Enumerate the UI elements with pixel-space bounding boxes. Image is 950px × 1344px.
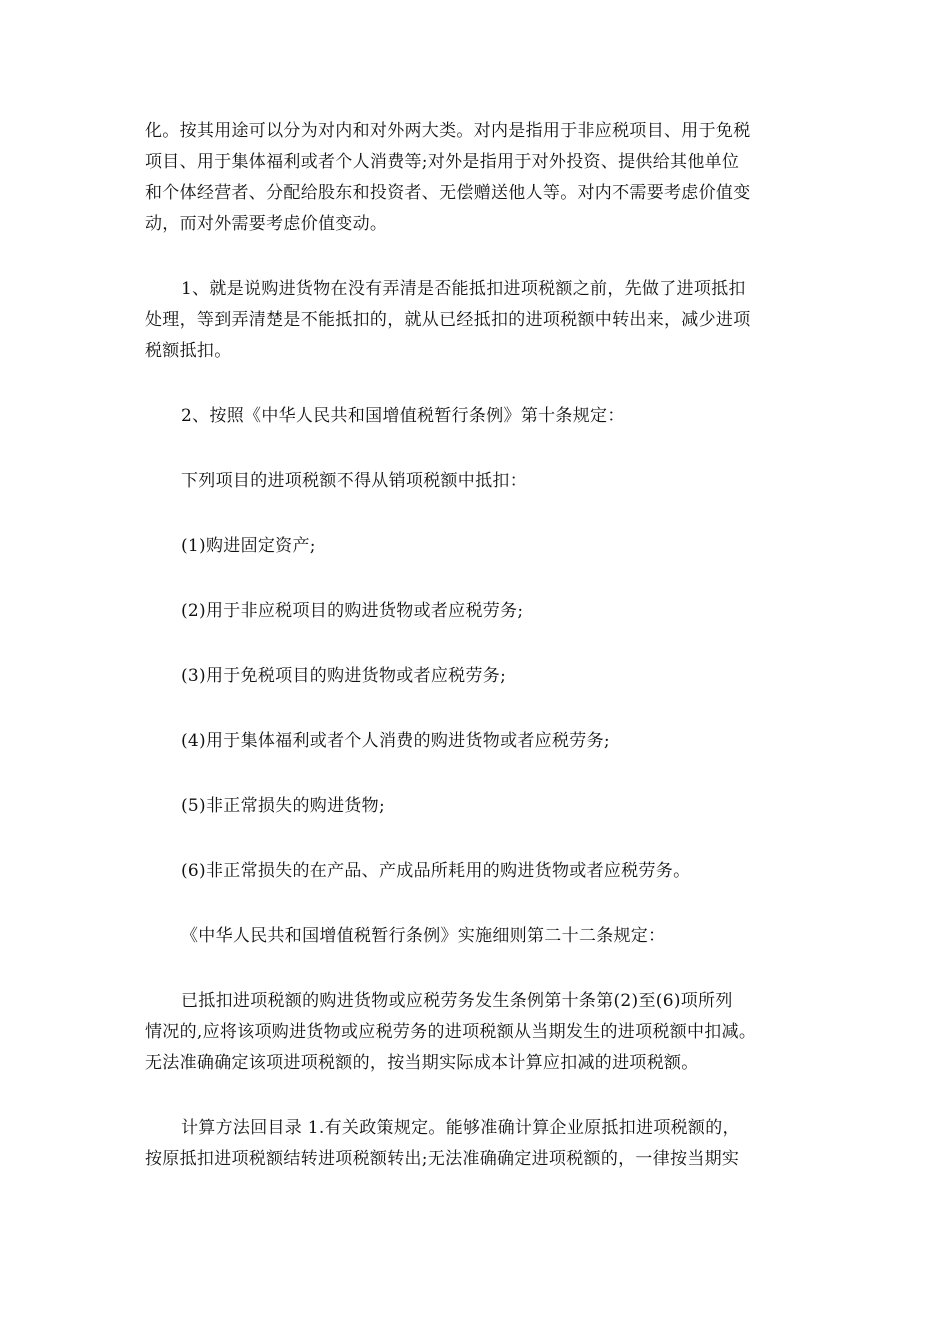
text-line: 2、按照《中华人民共和国增值税暂行条例》第十条规定： [181, 406, 625, 426]
paragraph [145, 401, 810, 432]
paragraph [145, 921, 810, 952]
paragraph [145, 116, 810, 240]
text-line: 下列项目的进项税额不得从销项税额中抵扣： [181, 471, 527, 491]
text-line: 税额抵扣。 [145, 341, 232, 361]
text-line: (2)用于非应税项目的购进货物或者应税劳务; [181, 601, 524, 621]
paragraph [145, 466, 810, 497]
text-line: 和个体经营者、分配给股东和投资者、无偿赠送他人等。对内不需要考虑价值变 [145, 183, 751, 203]
text-line: 《中华人民共和国增值税暂行条例》实施细则第二十二条规定： [181, 926, 666, 946]
paragraph [145, 986, 810, 1079]
paragraph [145, 274, 810, 367]
paragraph [145, 791, 810, 822]
document-body [145, 116, 810, 1209]
paragraph [145, 596, 810, 627]
text-line: (1)购进固定资产; [181, 536, 316, 556]
paragraph [145, 856, 810, 887]
paragraph [145, 1113, 810, 1175]
text-line: 按原抵扣进项税额结转进项税额转出;无法准确确定进项税额的，一律按当期实 [145, 1149, 740, 1169]
text-line: 处理，等到弄清楚是不能抵扣的，就从已经抵扣的进项税额中转出来，减少进项 [145, 310, 751, 330]
text-line: (3)用于免税项目的购进货物或者应税劳务; [181, 666, 507, 686]
text-line: 情况的,应将该项购进货物或应税劳务的进项税额从当期发生的进项税额中扣减。 [145, 1022, 757, 1042]
paragraph [145, 531, 810, 562]
text-line: (5)非正常损失的购进货物; [181, 796, 386, 816]
text-line: 化。按其用途可以分为对内和对外两大类。对内是指用于非应税项目、用于免税 [145, 121, 751, 141]
text-line: 无法准确确定该项进项税额的，按当期实际成本计算应扣减的进项税额。 [145, 1053, 699, 1073]
text-line: 计算方法回目录 1.有关政策规定。能够准确计算企业原抵扣进项税额的， [181, 1118, 740, 1138]
paragraph [145, 661, 810, 692]
text-line: (6)非正常损失的在产品、产成品所耗用的购进货物或者应税劳务。 [181, 861, 691, 881]
text-line: 已抵扣进项税额的购进货物或应税劳务发生条例第十条第(2)至(6)项所列 [181, 991, 733, 1011]
paragraph [145, 726, 810, 757]
text-line: 1、就是说购进货物在没有弄清是否能抵扣进项税额之前，先做了进项抵扣 [181, 279, 746, 299]
text-line: (4)用于集体福利或者个人消费的购进货物或者应税劳务; [181, 731, 610, 751]
text-line: 项目、用于集体福利或者个人消费等;对外是指用于对外投资、提供给其他单位 [145, 152, 740, 172]
text-line: 动，而对外需要考虑价值变动。 [145, 214, 388, 234]
